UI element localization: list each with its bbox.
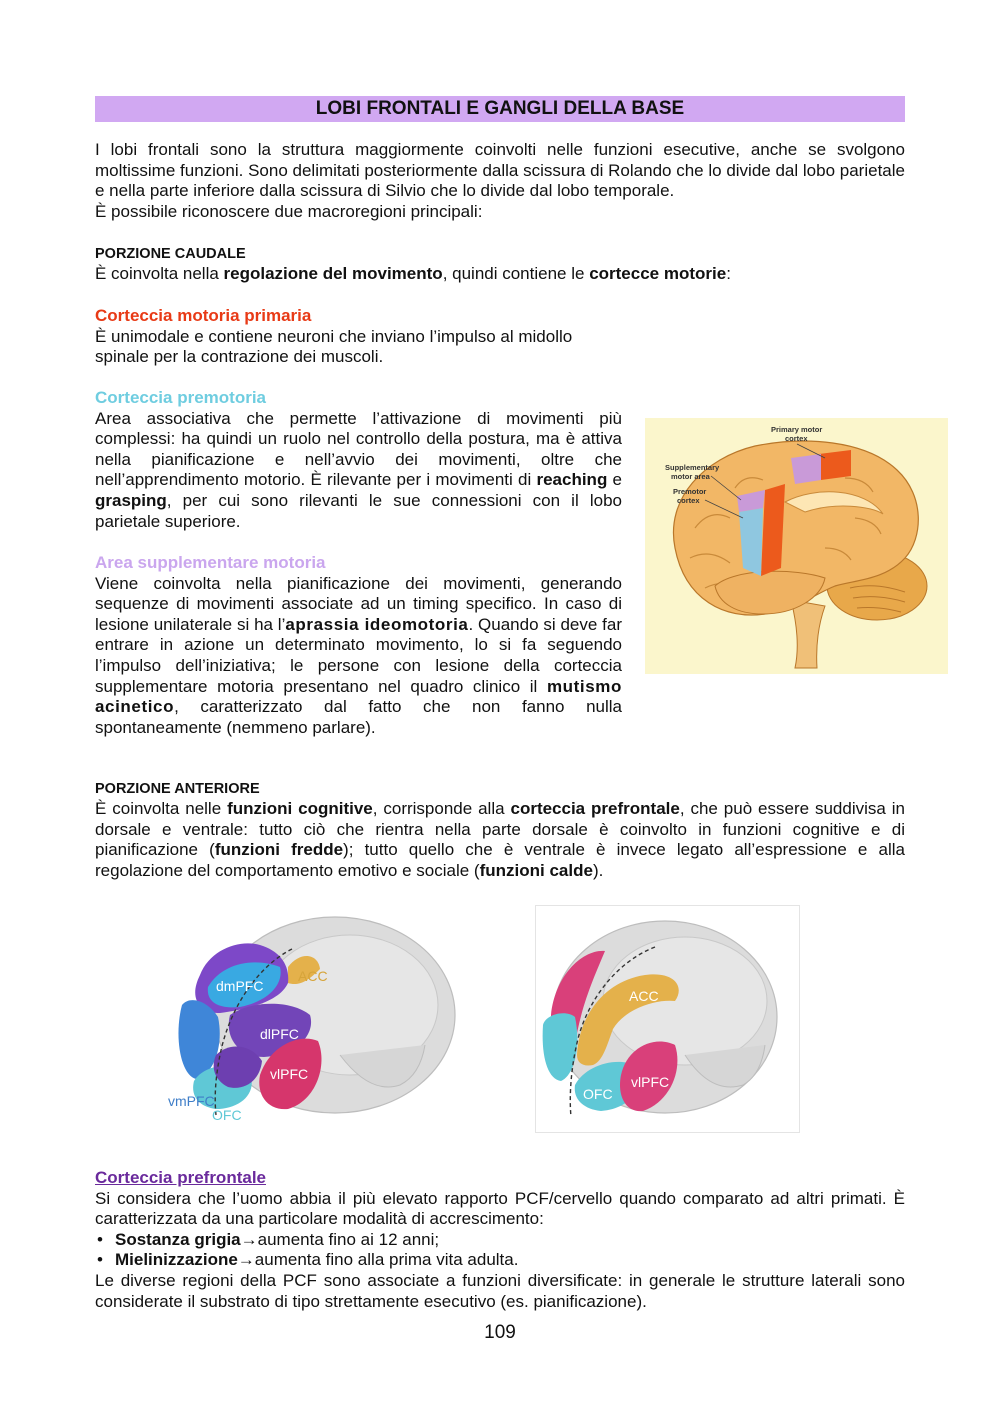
label-acc: ACC (298, 968, 328, 984)
bold-term: reaching (536, 470, 608, 490)
page-number: 109 (484, 1322, 516, 1343)
section-heading-caudale: PORZIONE CAUDALE (95, 246, 246, 262)
label-dlpfc: dlPFC (260, 1026, 299, 1042)
bold-term: funzioni fredde (214, 840, 344, 860)
pfc-medial-figure (535, 905, 800, 1133)
premotoria-section (95, 388, 622, 532)
bold-term: grasping (95, 490, 167, 510)
list-item: • Mielinizzazione→aumenta fino alla prima vita adulta. (95, 1250, 905, 1271)
caudale-section (95, 244, 905, 285)
supplementare-paragraph: Viene coinvolta nella pianificazione dei movimenti, generando sequenze di movimenti associate ad un timing specifico. In caso di lesione unilaterale si ha l’aprassia ideomotoria. Quando si deve far entrare in azione un determinato movimento, lo si fa seguendo l’impulso dell’iniziativa; le persone con lesione della corteccia supplementare motoria presentano nel quadro clinico il mutismo acinetico, caratterizzato dal fatto che non fanno nulla spontaneamente (nemmeno parlare). (95, 573, 622, 737)
prefrontale-section (95, 1168, 905, 1312)
label-primary-motor: Primary motor (771, 425, 823, 434)
label-premotor: Premotor (673, 487, 707, 496)
label-premotor-2: cortex (677, 496, 700, 505)
label-acc: ACC (629, 988, 659, 1004)
prefrontale-heading: Corteccia prefrontale (95, 1168, 266, 1187)
page-title: LOBI FRONTALI E GANGLI DELLA BASE (95, 96, 905, 122)
label-dmpfc: dmPFC (216, 978, 264, 994)
primaria-heading: Corteccia motoria primaria (95, 306, 312, 325)
supplementare-section (95, 553, 622, 738)
anteriore-section (95, 779, 905, 881)
primaria-section (95, 306, 622, 368)
vmpfc-region (178, 1000, 219, 1079)
anteriore-paragraph: È coinvolta nelle funzioni cognitive, corrisponde alla corteccia prefrontale, che può essere suddivisa in dorsale e ventrale: tutto ciò che rientra nella parte dorsale è coinvolto in funzioni cognitive e di pianificazione (funzioni fredde); tutto quello che è ventrale è invece legato all’espressione e alla regolazione del comportamento emotivo e sociale (funzioni calde). (95, 799, 905, 880)
premotoria-heading: Corteccia premotoria (95, 388, 266, 407)
intro-section (95, 140, 905, 222)
prefrontale-bullet-list (95, 1230, 905, 1271)
label-vlpfc: vlPFC (270, 1066, 309, 1082)
pfc-lateral-figure (160, 905, 460, 1130)
supplementary-motor-area (791, 454, 821, 484)
intro-paragraph: I lobi frontali sono la struttura maggiormente coinvolti nelle funzioni esecutive, anche se svolgono moltissime funzioni. Sono delimitati posteriormente dalla scissura di Rolando che lo divide dal lobo parietale e nella parte inferiore dalla scissura di Silvio che lo divide dal lobo temporale. (95, 140, 905, 201)
list-item: • Sostanza grigia→aumenta fino ai 12 anni; (95, 1230, 905, 1251)
bold-term: aprassia ideomotoria (285, 614, 469, 634)
label-ofc: OFC (212, 1107, 242, 1123)
prefrontale-closing-paragraph: Le diverse regioni della PCF sono associate a funzioni diversificate: in generale le strutture laterali sono considerate il substrato di tipo strettamente esecutivo (es. pianificazione). (95, 1270, 905, 1311)
primaria-paragraph: È unimodale e contiene neuroni che inviano l’impulso al midollo spinale per la contrazione dei muscoli. (95, 326, 573, 367)
bold-term: funzioni calde (479, 860, 593, 880)
label-vlpfc: vlPFC (631, 1074, 670, 1090)
prefrontale-paragraph: Si considera che l’uomo abbia il più elevato rapporto PCF/cervello quando comparato ad altri primati. È caratterizzata da una particolare modalità di accrescimento: (95, 1188, 905, 1229)
caudale-paragraph: È coinvolta nella regolazione del movimento, quindi contiene le cortecce motorie: (95, 264, 731, 283)
label-supplementary: Supplementary (665, 463, 720, 472)
label-vmpfc: vmPFC (168, 1093, 215, 1109)
intro-paragraph-2: È possibile riconoscere due macroregioni principali: (95, 201, 483, 221)
premotoria-paragraph: Area associativa che permette l’attivazione di movimenti più complessi: ha quindi un ruolo nel controllo della postura, ma è attiva nella pianificazione e nell’avvio dei movimenti, oltre che nell’apprendimento motorio. È rilevante per i movimenti di reaching e grasping, per cui sono rilevanti le sue connessioni con il lobo parietale superiore. (95, 408, 623, 531)
bold-term: corteccia prefrontale (510, 799, 680, 818)
supplementare-heading: Area supplementare motoria (95, 553, 326, 572)
motor-cortex-brain-figure (645, 418, 948, 674)
section-heading-anteriore: PORZIONE ANTERIORE (95, 781, 260, 797)
bold-term: funzioni cognitive (227, 799, 373, 818)
bold-term: mutismo acinetico (95, 676, 622, 717)
bold-term: cortecce motorie (589, 264, 727, 283)
label-ofc: OFC (583, 1086, 613, 1102)
bold-term: regolazione del movimento (223, 264, 443, 283)
label-supplementary-2: motor area (671, 472, 710, 481)
primary-motor-area-medial (819, 450, 851, 480)
label-primary-motor-2: cortex (785, 434, 808, 443)
